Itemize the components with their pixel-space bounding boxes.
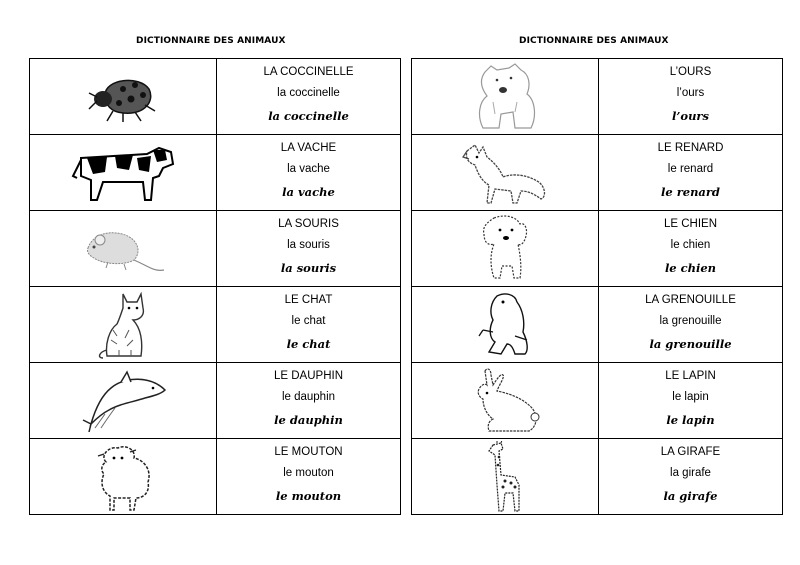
table-row bbox=[412, 287, 783, 363]
word-uppercase: LA GIRAFE bbox=[660, 445, 721, 458]
picture-cell bbox=[30, 287, 217, 363]
word-lowercase: la girafe bbox=[670, 466, 711, 479]
picture-cell bbox=[30, 363, 217, 439]
rabbit-icon bbox=[465, 367, 545, 435]
word-lowercase: le lapin bbox=[672, 390, 709, 403]
picture-cell bbox=[412, 363, 599, 439]
word-lowercase: la grenouille bbox=[659, 314, 722, 327]
word-cursive: la girafe bbox=[663, 488, 718, 503]
page-title: DICTIONNAIRE DES ANIMAUX bbox=[136, 36, 286, 46]
word-cursive: le lapin bbox=[666, 412, 715, 427]
bear-icon bbox=[465, 62, 545, 132]
word-lowercase: le dauphin bbox=[281, 390, 336, 403]
word-lowercase: le renard bbox=[667, 162, 714, 175]
word-cursive: la coccinelle bbox=[268, 108, 349, 123]
cow-icon bbox=[67, 142, 179, 204]
word-uppercase: LE LAPIN bbox=[665, 369, 716, 382]
table-row bbox=[30, 59, 401, 135]
picture-cell bbox=[30, 439, 217, 515]
fox-icon bbox=[461, 141, 549, 205]
mouse-icon bbox=[78, 220, 168, 278]
word-uppercase: LA GRENOUILLE bbox=[645, 293, 736, 306]
word-lowercase: la coccinelle bbox=[277, 86, 340, 99]
table-row bbox=[30, 363, 401, 439]
picture-cell bbox=[412, 211, 599, 287]
picture-cell bbox=[412, 59, 599, 135]
word-uppercase: LE MOUTON bbox=[274, 445, 343, 458]
word-uppercase: LE CHAT bbox=[284, 293, 333, 306]
word-cursive: le mouton bbox=[275, 488, 342, 503]
frog-icon bbox=[475, 290, 535, 360]
word-cursive: le dauphin bbox=[274, 412, 343, 427]
word-lowercase: la vache bbox=[287, 162, 330, 175]
table-row bbox=[30, 135, 401, 211]
table-row bbox=[30, 287, 401, 363]
word-lowercase: le chien bbox=[670, 238, 711, 251]
sheep-icon bbox=[90, 442, 156, 512]
page-title: DICTIONNAIRE DES ANIMAUX bbox=[519, 36, 669, 46]
word-cursive: le chat bbox=[286, 336, 331, 351]
word-lowercase: l’ours bbox=[676, 86, 705, 99]
animal-dictionary-table bbox=[29, 58, 401, 515]
table-row bbox=[412, 439, 783, 515]
table-row bbox=[412, 211, 783, 287]
word-lowercase: la souris bbox=[287, 238, 330, 251]
table-row bbox=[412, 135, 783, 211]
animal-dictionary-table bbox=[411, 58, 783, 515]
table-row bbox=[412, 363, 783, 439]
dog-icon bbox=[474, 214, 536, 284]
table-row bbox=[30, 439, 401, 515]
word-uppercase: LE RENARD bbox=[657, 141, 724, 154]
word-cursive: l’ours bbox=[672, 108, 709, 123]
word-uppercase: LA COCCINELLE bbox=[263, 65, 354, 78]
picture-cell bbox=[30, 135, 217, 211]
picture-cell bbox=[30, 59, 217, 135]
word-lowercase: le mouton bbox=[283, 466, 334, 479]
word-uppercase: LE DAUPHIN bbox=[273, 369, 344, 382]
cat-icon bbox=[93, 290, 153, 360]
word-cursive: la vache bbox=[282, 184, 335, 199]
word-uppercase: LA VACHE bbox=[280, 141, 337, 154]
giraffe-icon bbox=[483, 441, 527, 513]
word-uppercase: L’OURS bbox=[669, 65, 712, 78]
word-lowercase: le chat bbox=[291, 314, 326, 327]
ladybug-icon bbox=[83, 71, 163, 123]
word-cursive: le renard bbox=[661, 184, 720, 199]
picture-cell bbox=[412, 439, 599, 515]
word-uppercase: LA SOURIS bbox=[278, 217, 339, 230]
picture-cell bbox=[412, 135, 599, 211]
table-row bbox=[30, 211, 401, 287]
word-uppercase: LE CHIEN bbox=[663, 217, 718, 230]
picture-cell bbox=[412, 287, 599, 363]
word-cursive: le chien bbox=[664, 260, 717, 275]
dolphin-icon bbox=[75, 368, 171, 434]
table-row bbox=[412, 59, 783, 135]
picture-cell bbox=[30, 211, 217, 287]
word-cursive: la souris bbox=[280, 260, 337, 275]
word-cursive: la grenouille bbox=[649, 336, 732, 351]
